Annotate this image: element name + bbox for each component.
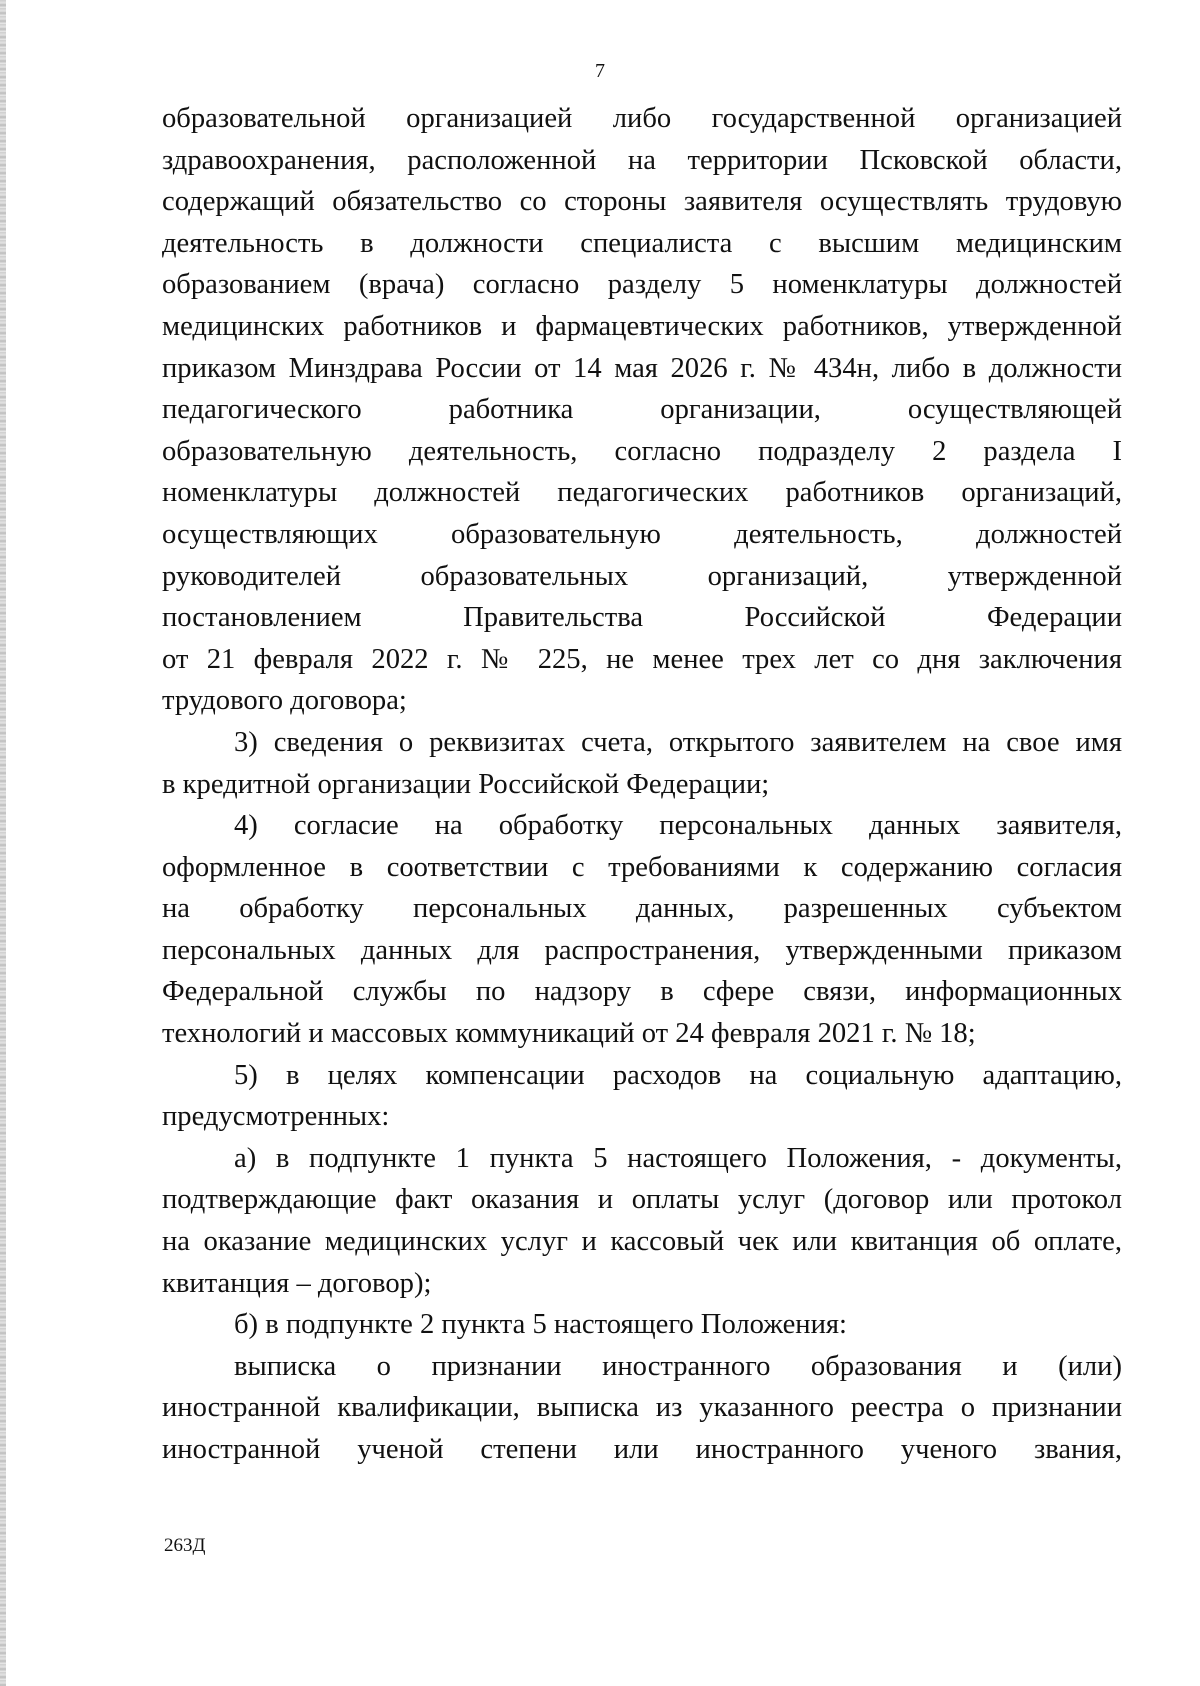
text-line: иностранной квалификации, выписка из указанного реестра о признании bbox=[162, 1392, 1122, 1424]
text-line: постановлением Правительства Российской Федерации bbox=[162, 602, 1122, 634]
paragraph-3 bbox=[162, 805, 1122, 1055]
text-line-last: в кредитной организации Российской Федерации; bbox=[162, 768, 770, 800]
text-line-last: трудового договора; bbox=[162, 685, 407, 717]
text-line: педагогического работника организации, осуществляющей bbox=[162, 394, 1122, 426]
text-line: а) в подпункте 1 пункта 5 настоящего Положения, - документы, bbox=[234, 1142, 1122, 1174]
scan-edge bbox=[0, 0, 6, 1686]
text-line: оформленное в соответствии с требованиями к содержанию согласия bbox=[162, 851, 1122, 883]
text-line: медицинских работников и фармацевтических работников, утвержденной bbox=[162, 310, 1122, 342]
text-line-last: квитанция – договор); bbox=[162, 1267, 432, 1299]
paragraph-5 bbox=[162, 1138, 1122, 1304]
text-line-last: б) в подпункте 2 пункта 5 настоящего Положения: bbox=[234, 1309, 848, 1341]
text-line: деятельность в должности специалиста с высшим медицинским bbox=[162, 227, 1122, 259]
paragraph-1 bbox=[162, 98, 1122, 722]
paragraph-2 bbox=[162, 722, 1122, 805]
text-line: 3) сведения о реквизитах счета, открытого заявителем на свое имя bbox=[234, 726, 1122, 758]
text-line-last: технологий и массовых коммуникаций от 24 февраля 2021 г. № 18; bbox=[162, 1018, 976, 1050]
text-line: выписка о признании иностранного образования и (или) bbox=[234, 1350, 1122, 1382]
text-line: 4) согласие на обработку персональных данных заявителя, bbox=[234, 810, 1122, 842]
text-line: на оказание медицинских услуг и кассовый чек или квитанция об оплате, bbox=[162, 1226, 1122, 1258]
text-line: осуществляющих образовательную деятельность, должностей bbox=[162, 518, 1122, 550]
text-line: номенклатуры должностей педагогических работников организаций, bbox=[162, 477, 1122, 509]
text-line: образовательной организацией либо государственной организацией bbox=[162, 103, 1122, 134]
paragraph-7 bbox=[162, 1346, 1122, 1471]
text-line: на обработку персональных данных, разрешенных субъектом bbox=[162, 893, 1122, 925]
page-number: 7 bbox=[595, 60, 605, 82]
text-line: образованием (врача) согласно разделу 5 номенклатуры должностей bbox=[162, 269, 1122, 301]
text-line: 5) в целях компенсации расходов на социальную адаптацию, bbox=[234, 1059, 1122, 1091]
text-line: подтверждающие факт оказания и оплаты услуг (договор или протокол bbox=[162, 1184, 1122, 1216]
text-line: руководителей образовательных организаций, утвержденной bbox=[162, 560, 1122, 592]
text-line: образовательную деятельность, согласно подразделу 2 раздела I bbox=[162, 435, 1122, 467]
text-line: приказом Минздрава России от 14 мая 2026 г. № 434н, либо в должности bbox=[162, 352, 1122, 384]
document-body bbox=[162, 98, 1122, 1471]
text-line: персональных данных для распространения, утвержденными приказом bbox=[162, 934, 1122, 966]
text-line: Федеральной службы по надзору в сфере связи, информационных bbox=[162, 976, 1122, 1008]
paragraph-4 bbox=[162, 1055, 1122, 1138]
text-line: иностранной ученой степени или иностранного ученого звания, bbox=[162, 1434, 1122, 1465]
text-line-last: предусмотренных: bbox=[162, 1101, 390, 1133]
text-line: от 21 февраля 2022 г. № 225, не менее трех лет со дня заключения bbox=[162, 643, 1122, 675]
document-code: 263Д bbox=[164, 1535, 206, 1556]
paragraph-6 bbox=[162, 1304, 1122, 1346]
text-line: содержащий обязательство со стороны заявителя осуществлять трудовую bbox=[162, 186, 1122, 218]
text-line: здравоохранения, расположенной на территории Псковской области, bbox=[162, 144, 1122, 176]
